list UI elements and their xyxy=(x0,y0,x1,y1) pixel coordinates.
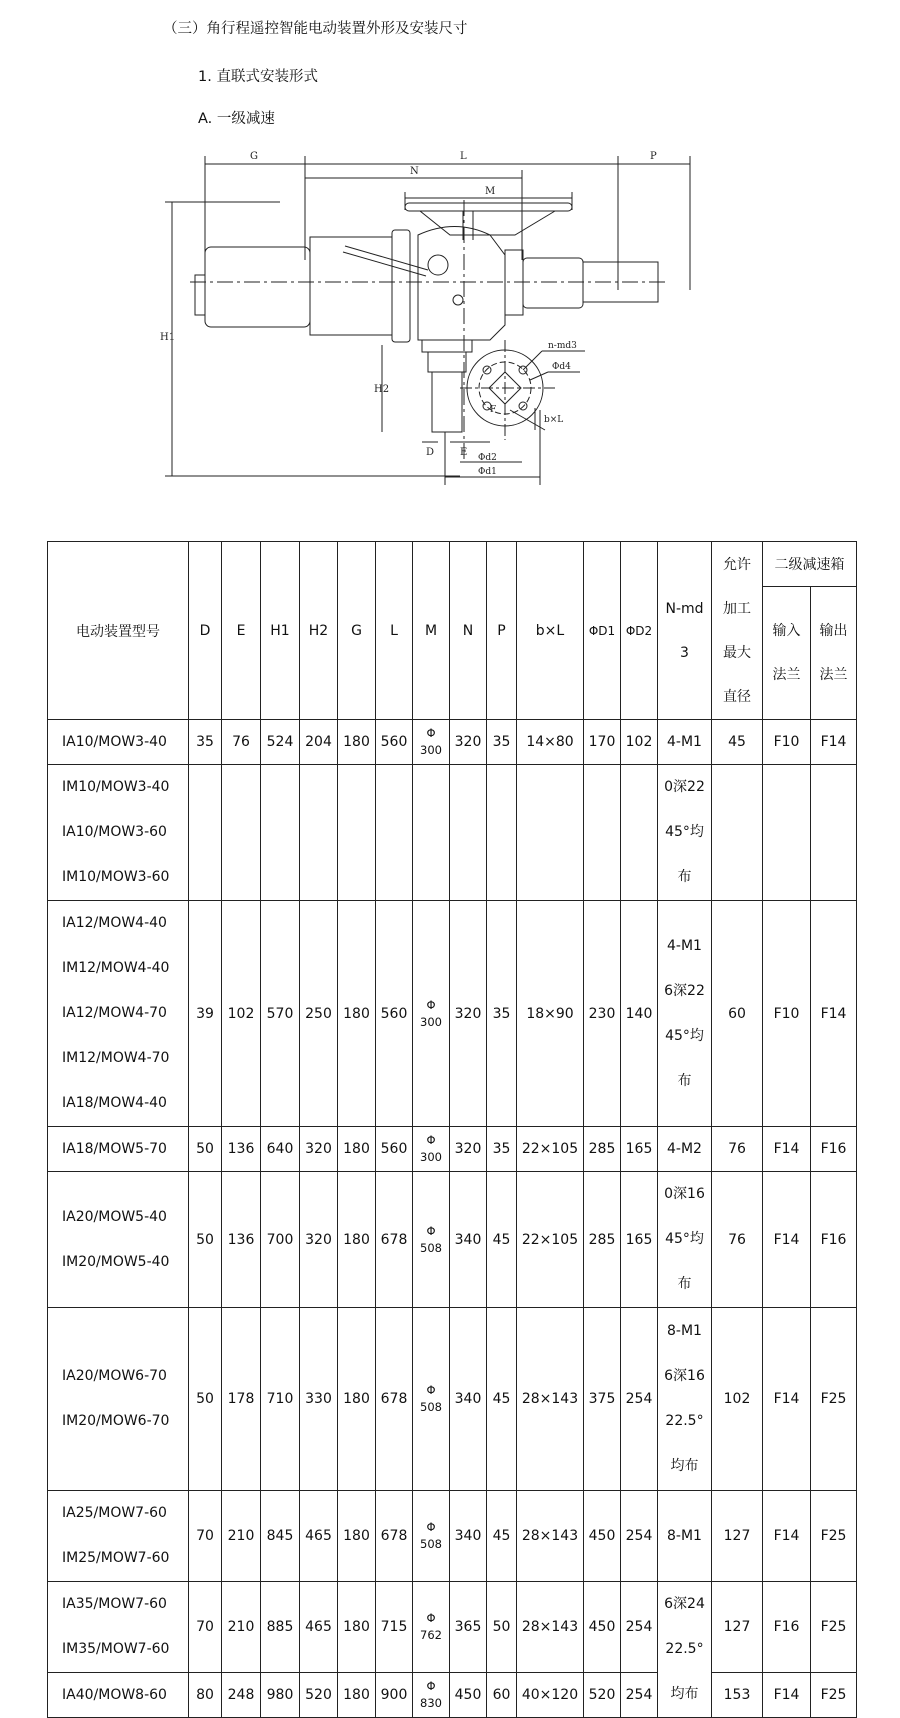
table-row: IA18/MOW5-70 50 136 640 320 180 560 Φ 300 320 35 22×105 285 165 4-M2 76 F14 F16 xyxy=(48,1127,857,1172)
header-max-diameter: 允许 加工 最大 直径 xyxy=(712,542,763,720)
drawing-label-H2: H2 xyxy=(374,384,390,395)
drawing-label-bxL: b×L xyxy=(544,415,564,425)
table-row: IA25/MOW7-60 IM25/MOW7-60 70 210 845 465 180 678 Φ 508 340 45 28×143 450 254 8-M1 127 F14 F25 xyxy=(48,1491,857,1582)
subsection-heading: 1. 直联式安装形式 xyxy=(198,69,318,85)
header-output-flange: 输出 法兰 xyxy=(811,587,857,720)
header-model: 电动装置型号 xyxy=(48,542,189,720)
drawing-label-phid1: Φd1 xyxy=(478,467,497,477)
header-L: L xyxy=(376,542,413,720)
header-G: G xyxy=(338,542,376,720)
table-row: IA40/MOW8-60 80 248 980 520 180 900 Φ 830 450 60 40×120 520 254 153 F14 F25 xyxy=(48,1673,857,1718)
header-H1: H1 xyxy=(261,542,300,720)
header-secondary-gearbox: 二级减速箱 xyxy=(763,542,857,587)
actuator-technical-drawing xyxy=(160,140,700,530)
drawing-label-phid2: Φd2 xyxy=(478,453,497,463)
drawing-label-H1: H1 xyxy=(160,332,176,343)
table-row: IM10/MOW3-40 IA10/MOW3-60 IM10/MOW3-60 0深22 45°均 布 xyxy=(48,765,857,901)
drawing-label-G: G xyxy=(250,151,258,162)
header-E: E xyxy=(222,542,261,720)
drawing-label-phid4: Φd4 xyxy=(552,362,571,372)
table-row: IA10/MOW3-40 35 76 524 204 180 560 Φ 300 320 35 14×80 170 102 4-M1 45 F10 F14 xyxy=(48,720,857,765)
drawing-label-F: F xyxy=(490,405,497,415)
header-phiD1: ΦD1 xyxy=(584,542,621,720)
drawing-label-M: M xyxy=(485,186,496,197)
header-nmd3: N-md 3 xyxy=(658,542,712,720)
section-heading: （三）角行程遥控智能电动装置外形及安装尺寸 xyxy=(163,21,468,37)
drawing-label-N: N xyxy=(410,166,419,177)
header-N: N xyxy=(450,542,487,720)
header-input-flange: 输入 法兰 xyxy=(763,587,811,720)
drawing-label-P: P xyxy=(650,151,657,162)
drawing-label-E: E xyxy=(460,447,468,458)
header-D: D xyxy=(189,542,222,720)
installation-dimensions-table xyxy=(47,541,857,1718)
header-phiD2: ΦD2 xyxy=(621,542,658,720)
header-M: M xyxy=(413,542,450,720)
header-H2: H2 xyxy=(300,542,338,720)
table-row: IA20/MOW5-40 IM20/MOW5-40 50 136 700 320 180 678 Φ 508 340 45 22×105 285 165 0深16 45°均 布 76 F14 F16 xyxy=(48,1172,857,1308)
table-row: IA35/MOW7-60 IM35/MOW7-60 70 210 885 465 180 715 Φ 762 365 50 28×143 450 254 6深24 22.5° 均布 127 F16 F25 xyxy=(48,1582,857,1673)
drawing-label-D: D xyxy=(426,447,435,458)
header-P: P xyxy=(487,542,517,720)
table-row: IA12/MOW4-40 IM12/MOW4-40 IA12/MOW4-70 IM12/MOW4-70 IA18/MOW4-40 39 102 570 250 180 560 Φ 300 320 35 18×90 230 140 4-M1 6深22 45°均 布 60 F10 F14 xyxy=(48,901,857,1127)
drawing-label-nmd3: n-md3 xyxy=(548,341,577,351)
drawing-label-L: L xyxy=(460,151,467,162)
header-bxL: b×L xyxy=(517,542,584,720)
subsubsection-heading: A. 一级减速 xyxy=(198,111,275,127)
table-row: IA20/MOW6-70 IM20/MOW6-70 50 178 710 330 180 678 Φ 508 340 45 28×143 375 254 8-M1 6深16 22.5° 均布 102 F14 F25 xyxy=(48,1308,857,1491)
